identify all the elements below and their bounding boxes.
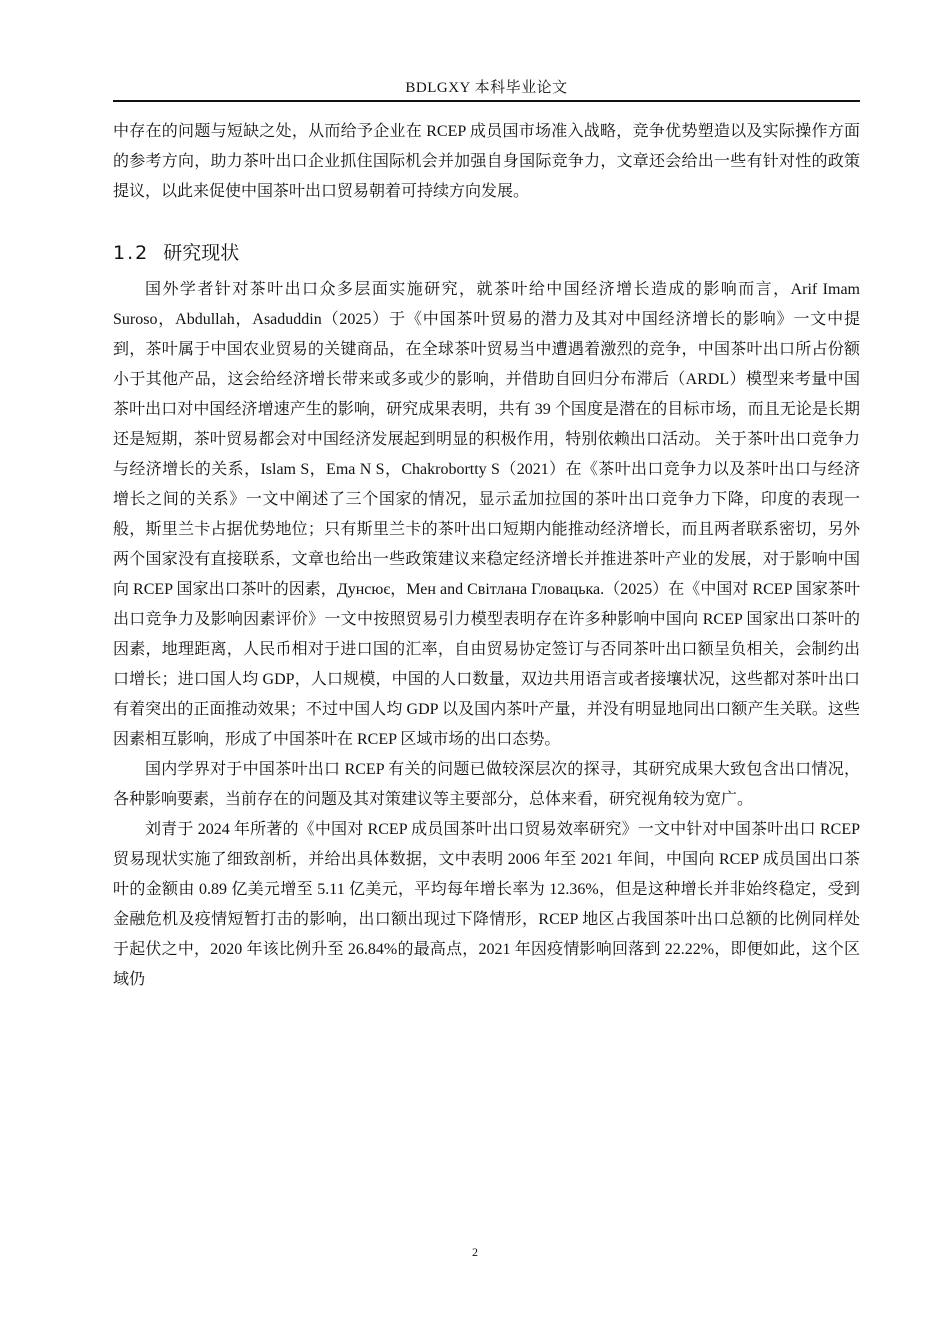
body-paragraph-1: 国外学者针对茶叶出口众多层面实施研究，就茶叶给中国经济增长造成的影响而言，Arif Imam Suroso，Abdullah，Asaduddin（2025）于《中国茶叶贸易的潜力及其对中国经济增长的影响》一文中提到，茶叶属于中国农业贸易的关键商品，在全球茶叶贸易当中遭遇着激烈的竞争，中国茶叶出口所占份额小于其他产品，这会给经济增长带来或多或少的影响，并借助自回归分布滞后（ARDL）模型来考量中国茶叶出口对中国经济增速产生的影响，研究成果表明，共有 39 个国度是潜在的目标市场，而且无论是长期还是短期，茶叶贸易都会对中国经济发展起到明显的积极作用，特别依赖出口活动。 关于茶叶出口竞争力与经济增长的关系，Islam S，Ema N S，Chakrobortty S（2021）在《茶叶出口竞争力以及茶叶出口与经济增长之间的关系》一文中阐述了三个国家的情况，显示孟加拉国的茶叶出口竞争力下降，印度的表现一般，斯里兰卡占据优势地位；只有斯里兰卡的茶叶出口短期内能推动经济增长，而且两者联系密切，另外两个国家没有直接联系，文章也给出一些政策建议来稳定经济增长并推进茶叶产业的发展，对于影响中国向 RCEP 国家出口茶叶的因素，Дунсює，Мен and Світлана Гловацька.（2025）在《中国对 RCEP 国家茶叶出口竞争力及影响因素评价》一文中按照贸易引力模型表明存在许多种影响中国向 RCEP 国家出口茶叶的因素，地理距离，人民币相对于进口国的汇率，自由贸易协定签订与否同茶叶出口额呈负相关，会制约出口增长；进口国人均 GDP，人口规模，中国的人口数量，双边共用语言或者接壤状况，这些都对茶叶出口有着突出的正面推动效果；不过中国人均 GDP 以及国内茶叶产量，并没有明显地同出口额产生关联。这些因素相互影响，形成了中国茶叶在 RCEP 区域市场的出口态势。 [113,281,860,748]
page-number: 2 [472,1245,478,1259]
section-heading [113,238,860,268]
page-header: BDLGXY 本科毕业论文 [405,80,568,96]
section-title: 研究现状 [163,242,240,264]
header-rule [113,100,860,102]
body-paragraph-2: 国内学界对于中国茶叶出口 RCEP 有关的问题已做较深层次的探寻，其研究成果大致包含出口情况，各种影响要素，当前存在的问题及其对策建议等主要部分，总体来看，研究视角较为宽广。 [113,761,860,808]
continued-paragraph: 中存在的问题与短缺之处，从而给予企业在 RCEP 成员国市场准入战略，竞争优势塑造以及实际操作方面的参考方向，助力茶叶出口企业抓住国际机会并加强自身国际竞争力，文章还会给出一些有针对性的政策提议，以此来促使中国茶叶出口贸易朝着可持续方向发展。 [113,123,860,200]
section-number: 1.2 [113,242,150,264]
body-paragraph-3: 刘青于 2024 年所著的《中国对 RCEP 成员国茶叶出口贸易效率研究》一文中针对中国茶叶出口 RCEP 贸易现状实施了细致剖析，并给出具体数据，文中表明 2006 年至 2021 年间，中国向 RCEP 成员国出口茶叶的金额由 0.89 亿美元增至 5.11 亿美元，平均每年增长率为 12.36%，但是这种增长并非始终稳定，受到金融危机及疫情短暂打击的影响，出口额出现过下降情形，RCEP 地区占我国茶叶出口总额的比例同样处于起伏之中，2020 年该比例升至 26.84%的最高点，2021 年因疫情影响回落到 22.22%，即便如此，这个区域仍 [113,821,860,988]
page-body [113,117,860,995]
